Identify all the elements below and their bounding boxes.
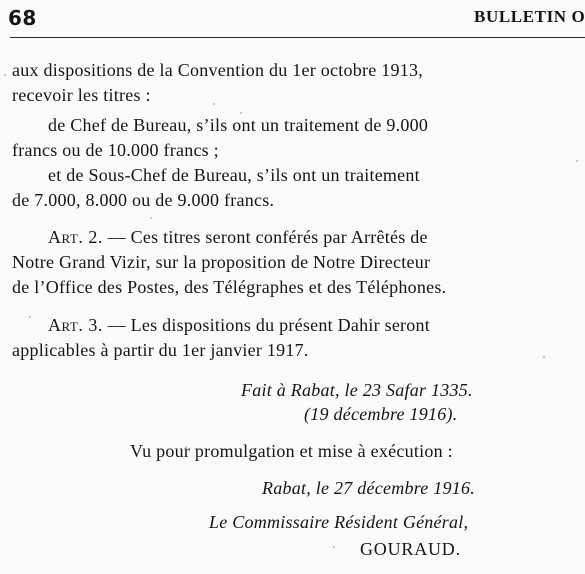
- promulgation-date: Rabat, le 27 décembre 1916.: [262, 478, 476, 498]
- body-line-5: et de Sous-Chef de Bureau, s’ils ont un traitement: [48, 165, 420, 185]
- signatory-title: Le Commissaire Résident Général,: [209, 512, 469, 532]
- closing-place-date: Fait à Rabat, le 23 Safar 1335.: [241, 380, 473, 400]
- scan-speck: [576, 160, 578, 162]
- article-3-label: Art. 3.: [48, 315, 103, 335]
- signatory-name: GOURAUD.: [360, 539, 461, 559]
- article-2-text-1: — Ces titres seront conférés par Arrêtés de: [107, 227, 428, 247]
- scan-speck: [240, 112, 242, 114]
- article-3-line-1: [48, 314, 430, 336]
- scan-speck: [29, 316, 31, 318]
- article-2-label: Art. 2.: [48, 227, 103, 247]
- header-rule: [10, 37, 585, 38]
- running-head: BULLETIN O: [474, 7, 585, 26]
- article-3-text-1: — Les dispositions du présent Dahir seront: [107, 315, 431, 335]
- scan-speck: [185, 446, 187, 448]
- scan-speck: [150, 217, 152, 219]
- scan-speck: [213, 103, 215, 105]
- closing-gregorian-date: (19 décembre 1916).: [304, 404, 458, 424]
- body-line-6: de 7.000, 8.000 ou de 9.000 francs.: [12, 190, 275, 210]
- body-line-4: francs ou de 10.000 francs ;: [12, 140, 219, 160]
- page-number: 68: [8, 6, 37, 30]
- body-line-2: recevoir les titres :: [12, 85, 151, 105]
- scan-speck: [15, 193, 17, 195]
- promulgation-line: Vu pour promulgation et mise à exécution :: [130, 441, 453, 461]
- body-line-1: aux dispositions de la Convention du 1er octobre 1913,: [12, 60, 423, 80]
- article-2-line-1: [48, 226, 428, 248]
- article-2-line-3: de l’Office des Postes, des Télégraphes et des Téléphones.: [12, 277, 447, 297]
- body-line-3: de Chef de Bureau, s’ils ont un traitement de 9.000: [48, 115, 429, 135]
- scan-speck: [543, 356, 545, 358]
- article-3-line-2: applicables à partir du 1er janvier 1917.: [12, 340, 309, 360]
- scan-speck: [333, 546, 335, 548]
- article-2-line-2: Notre Grand Vizir, sur la proposition de Notre Directeur: [12, 252, 431, 272]
- page-header: [0, 0, 585, 36]
- scan-speck: [4, 74, 6, 76]
